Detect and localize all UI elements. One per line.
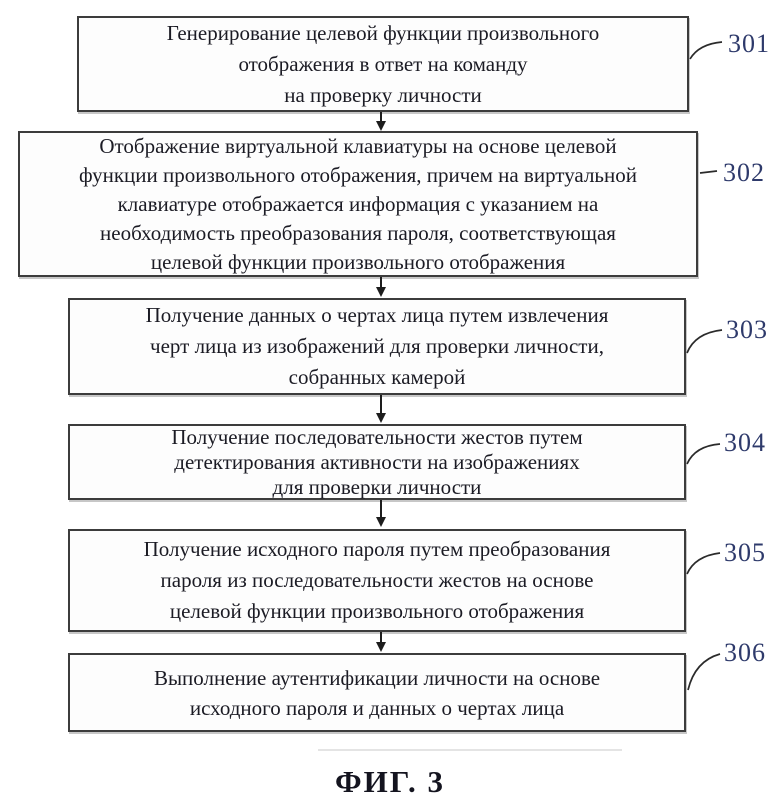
ref-number-302: 302: [723, 158, 765, 187]
arrow-303-304: [376, 395, 386, 423]
arrow-304-305: [376, 500, 386, 527]
caption-divider-line: [318, 749, 622, 751]
ref-number-305: 305: [724, 538, 766, 567]
leader-302: [700, 171, 717, 173]
leader-303: [687, 330, 722, 353]
leader-305: [687, 553, 720, 574]
ref-number-301: 301: [728, 29, 770, 58]
leader-306: [688, 654, 720, 690]
figure-caption: ФИГ. 3: [335, 764, 445, 799]
leader-304: [687, 444, 720, 464]
ref-number-303: 303: [726, 315, 768, 344]
arrow-302-303: [376, 277, 386, 297]
flow-step-301: Генерирование целевой функции произвольного отображения в ответ на команду на проверку личности: [77, 16, 689, 112]
flow-step-305: Получение исходного пароля путем преобразования пароля из последовательности жестов на основе целевой функции произвольного отображения: [68, 529, 686, 632]
flow-step-304: Получение последовательности жестов путем детектирования активности на изображениях для проверки личности: [68, 424, 686, 500]
arrow-305-306: [376, 632, 386, 652]
leader-301: [690, 42, 722, 59]
flow-step-302: Отображение виртуальной клавиатуры на основе целевой функции произвольного отображения, причем на виртуальной клавиатуре отображается информация с указанием на необходимость преобразования пароля, соответствующая целевой функции произвольного отображения: [18, 131, 698, 277]
flow-step-303: Получение данных о чертах лица путем извлечения черт лица из изображений для проверки личности, собранных камерой: [68, 298, 686, 395]
flow-step-306: Выполнение аутентификации личности на основе исходного пароля и данных о чертах лица: [68, 653, 686, 732]
ref-number-304: 304: [724, 428, 766, 457]
ref-number-306: 306: [724, 638, 766, 667]
arrow-301-302: [376, 112, 386, 131]
